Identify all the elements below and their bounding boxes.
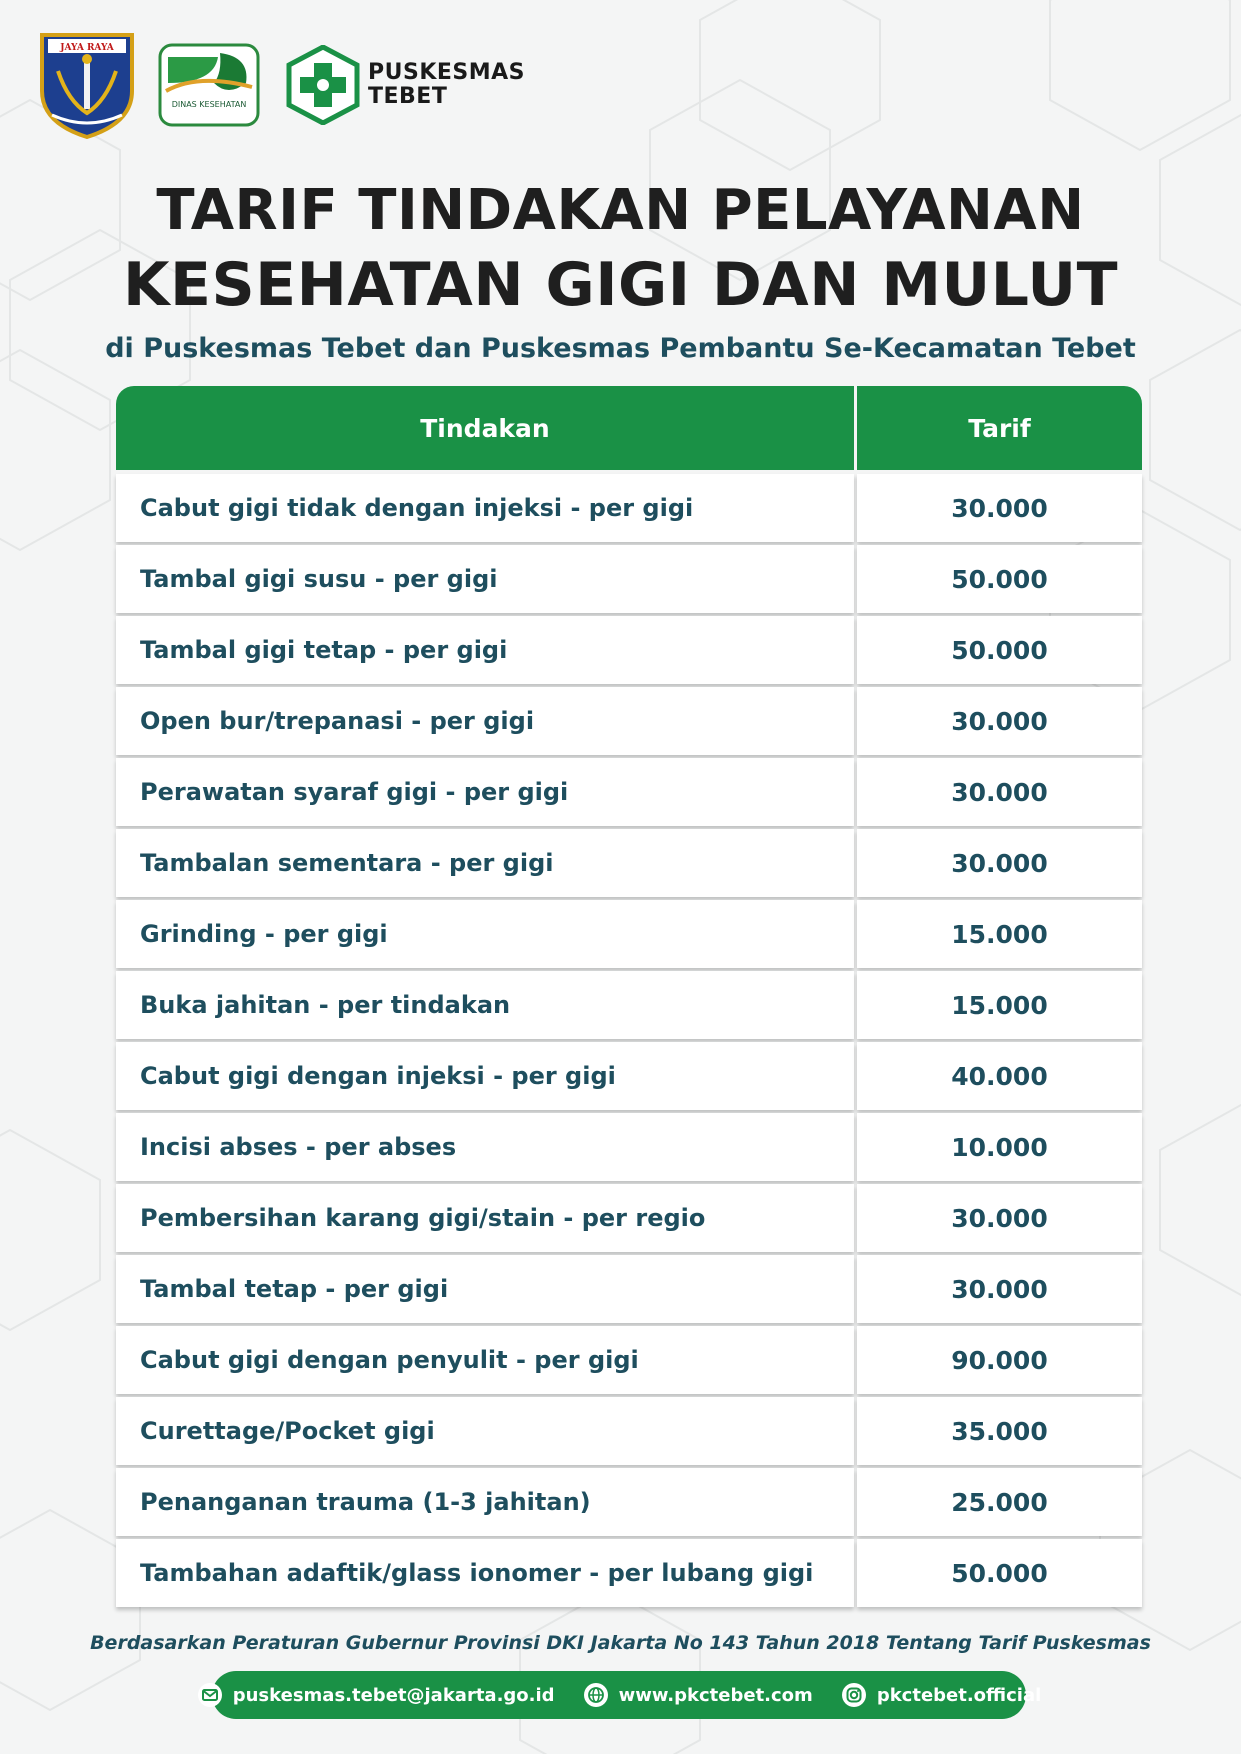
- tindakan-cell: Cabut gigi dengan injeksi - per gigi: [116, 1042, 854, 1110]
- table-row: [116, 1539, 1142, 1607]
- instagram-icon: [841, 1682, 867, 1708]
- puskesmas-cross-icon: [286, 45, 360, 125]
- table-row: [116, 687, 1142, 755]
- tindakan-cell: Perawatan syaraf gigi - per gigi: [116, 758, 854, 826]
- table-row: [116, 1113, 1142, 1181]
- tindakan-cell: Incisi abses - per abses: [116, 1113, 854, 1181]
- globe-icon: [583, 1682, 609, 1708]
- tindakan-cell: Penanganan trauma (1-3 jahitan): [116, 1468, 854, 1536]
- table-row: [116, 758, 1142, 826]
- tarif-cell: 90.000: [857, 1326, 1142, 1394]
- contact-instagram-text: pkctebet.official: [876, 1684, 1042, 1706]
- tarif-cell: 30.000: [857, 687, 1142, 755]
- tindakan-cell: Cabut gigi dengan penyulit - per gigi: [116, 1326, 854, 1394]
- tindakan-cell: Tambal tetap - per gigi: [116, 1255, 854, 1323]
- regulation-footnote: Berdasarkan Peraturan Gubernur Provinsi DKI Jakarta No 143 Tahun 2018 Tentang Tarif Puskesmas: [90, 1632, 1151, 1654]
- svg-text:DINAS KESEHATAN: DINAS KESEHATAN: [171, 100, 247, 109]
- tarif-cell: 30.000: [857, 758, 1142, 826]
- tindakan-cell: Tambal gigi tetap - per gigi: [116, 616, 854, 684]
- table-row: [116, 545, 1142, 613]
- table-row: [116, 1255, 1142, 1323]
- tindakan-cell: Cabut gigi tidak dengan injeksi - per gigi: [116, 474, 854, 542]
- table-row: [116, 1184, 1142, 1252]
- tarif-cell: 40.000: [857, 1042, 1142, 1110]
- table-row: [116, 1468, 1142, 1536]
- page-title-line2: KESEHATAN GIGI DAN MULUT: [122, 250, 1119, 320]
- tindakan-cell: Tambalan sementara - per gigi: [116, 829, 854, 897]
- table-row: [116, 971, 1142, 1039]
- table-row: [116, 1397, 1142, 1465]
- page-title-line1: TARIF TINDAKAN PELAYANAN: [156, 178, 1085, 243]
- table-row: [116, 474, 1142, 542]
- tindakan-cell: Grinding - per gigi: [116, 900, 854, 968]
- tindakan-cell: Open bur/trepanasi - per gigi: [116, 687, 854, 755]
- contact-website[interactable]: [569, 1682, 827, 1708]
- tarif-cell: 50.000: [857, 616, 1142, 684]
- page-subtitle: di Puskesmas Tebet dan Puskesmas Pembantu Se-Kecamatan Tebet: [105, 333, 1136, 364]
- tarif-cell: 30.000: [857, 474, 1142, 542]
- tindakan-cell: Tambal gigi susu - per gigi: [116, 545, 854, 613]
- tarif-cell: 15.000: [857, 900, 1142, 968]
- tarif-cell: 30.000: [857, 1255, 1142, 1323]
- contact-instagram[interactable]: [827, 1682, 1055, 1708]
- tarif-cell: 25.000: [857, 1468, 1142, 1536]
- contact-email-text: puskesmas.tebet@jakarta.go.id: [232, 1684, 555, 1706]
- table-row: [116, 1042, 1142, 1110]
- table-row: [116, 616, 1142, 684]
- table-row: [116, 900, 1142, 968]
- puskesmas-name-line1: PUSKESMAS: [368, 60, 526, 85]
- dinas-kesehatan-logo: [158, 43, 260, 127]
- svg-text:JAYA RAYA: JAYA RAYA: [60, 43, 114, 53]
- tindakan-cell: Pembersihan karang gigi/stain - per regio: [116, 1184, 854, 1252]
- jakarta-crest-logo: [38, 31, 136, 139]
- table-row: [116, 1326, 1142, 1394]
- tariff-table: [116, 386, 1142, 1607]
- tindakan-cell: Buka jahitan - per tindakan: [116, 971, 854, 1039]
- tindakan-cell: Curettage/Pocket gigi: [116, 1397, 854, 1465]
- header-logos: [38, 30, 525, 140]
- contact-bar: [212, 1671, 1042, 1719]
- table-row: [116, 829, 1142, 897]
- tarif-cell: 50.000: [857, 1539, 1142, 1607]
- contact-website-text: www.pkctebet.com: [618, 1684, 813, 1706]
- column-header-tarif: Tarif: [857, 386, 1142, 470]
- contact-email[interactable]: [183, 1682, 569, 1708]
- table-header: [116, 386, 1142, 470]
- tarif-cell: 10.000: [857, 1113, 1142, 1181]
- tindakan-cell: Tambahan adaftik/glass ionomer - per lubang gigi: [116, 1539, 854, 1607]
- mail-icon: [197, 1682, 223, 1708]
- tarif-cell: 15.000: [857, 971, 1142, 1039]
- puskesmas-tebet-logo: [286, 45, 525, 125]
- column-header-tindakan: Tindakan: [116, 386, 854, 470]
- tarif-cell: 50.000: [857, 545, 1142, 613]
- tarif-cell: 35.000: [857, 1397, 1142, 1465]
- puskesmas-name-line2: TEBET: [368, 84, 448, 109]
- tarif-cell: 30.000: [857, 829, 1142, 897]
- tarif-cell: 30.000: [857, 1184, 1142, 1252]
